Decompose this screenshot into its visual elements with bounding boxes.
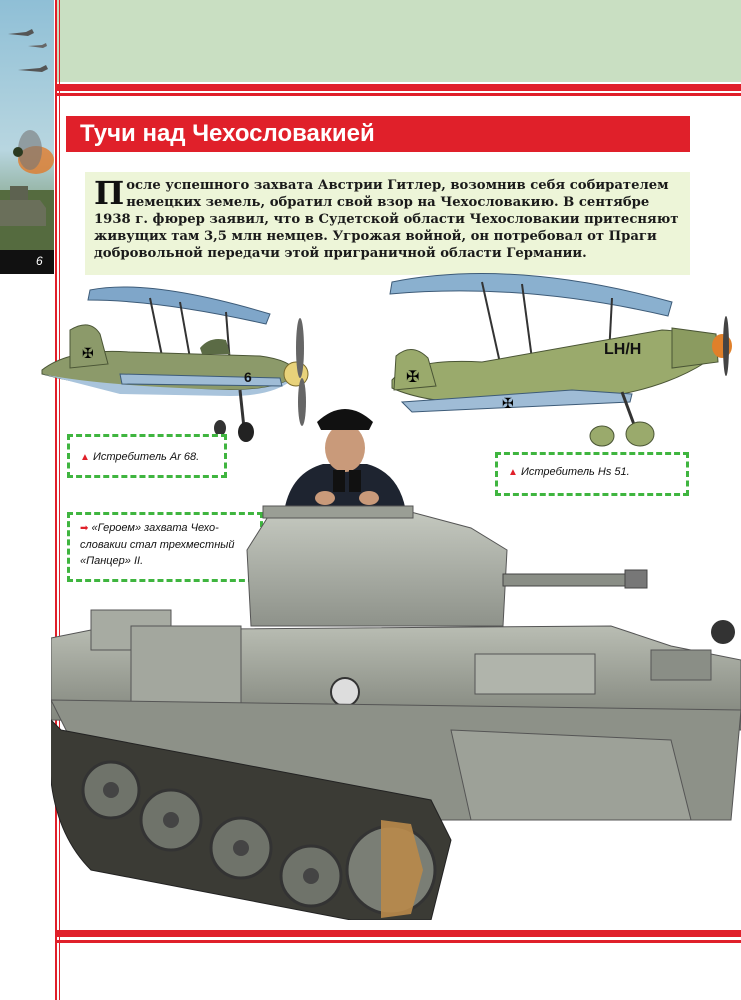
- header-band: [56, 0, 741, 82]
- intro-text: осле успешного захвата Австрии Гитлер, возомнив себя собирателем немецких земель, обратил свой взор на Чехословакию. В сентябре 1938 г. фюрер заявил, что в Судетской области Чехословакии притесняют живущих там 3,5 млн немцев. Угрожая войной, он потребовал от Праги добровольной передачи этой приграничной области Германии.: [94, 178, 679, 261]
- hs51-code: LH/H: [604, 341, 642, 358]
- ar68-code: 6: [244, 369, 252, 385]
- arrow-up-icon: ▲: [80, 452, 90, 463]
- page-title: Тучи над Чехословакией: [80, 120, 375, 147]
- footer-stripe: [56, 930, 741, 937]
- caption-panzer-line3: «Панцер» II.: [80, 555, 144, 567]
- caption-ar68-text: Истребитель Ar 68.: [92, 451, 200, 463]
- drop-cap: П: [94, 174, 125, 212]
- svg-text:✠: ✠: [82, 345, 94, 361]
- arrow-up-icon: ▲: [508, 467, 518, 478]
- svg-text:✠: ✠: [406, 369, 420, 386]
- corner-illustration: [0, 0, 54, 250]
- footer-stripe-thin: [56, 940, 741, 943]
- svg-text:✠: ✠: [502, 395, 514, 411]
- arrow-right-icon: ➡: [80, 523, 89, 534]
- caption-panzer-line2: словакии стал трехместный: [80, 539, 235, 551]
- caption-panzer-line1: «Героем» захвата Чехо-: [91, 522, 219, 534]
- intro-paragraph: [94, 174, 686, 262]
- page-number-box: [0, 250, 54, 274]
- panzer-ii-illustration: [51, 400, 741, 920]
- header-stripe: [56, 84, 741, 91]
- caption-hs51-text: Истребитель Hs 51.: [520, 466, 630, 478]
- page-number: 6: [36, 254, 43, 268]
- header-stripe-thin: [56, 93, 741, 96]
